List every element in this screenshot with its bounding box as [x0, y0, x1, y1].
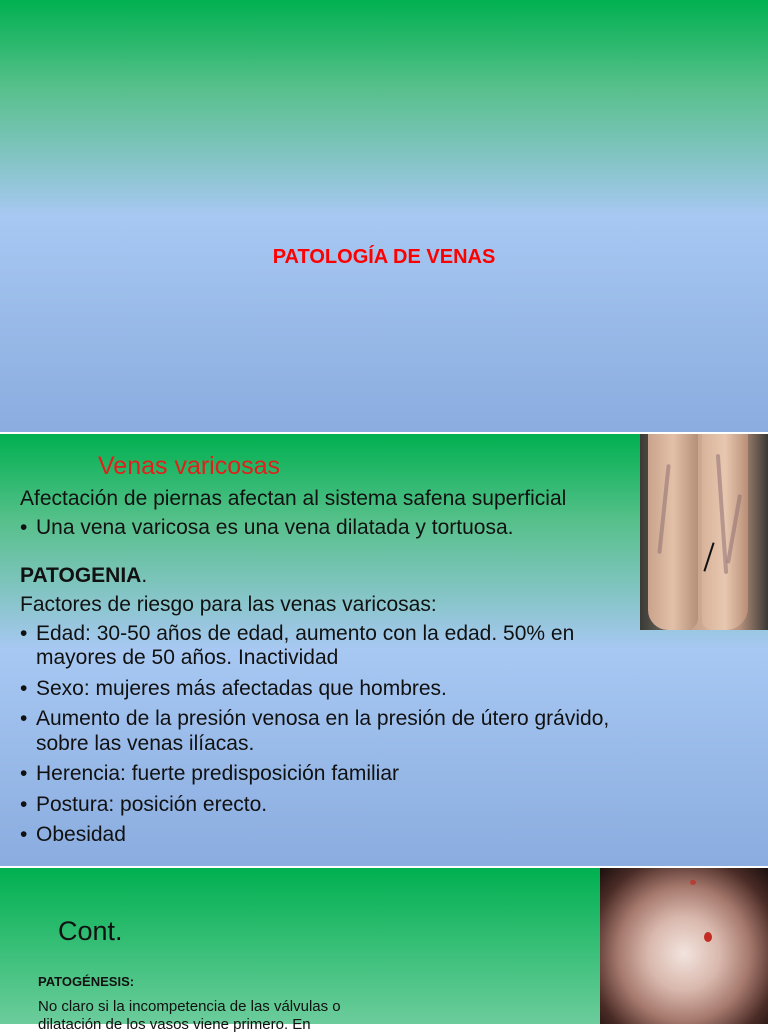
bullet-icon: •: [20, 515, 28, 539]
list-item: • Obesidad: [20, 823, 126, 847]
risk-heading: Factores de riesgo para las venas varicosas:: [20, 592, 437, 616]
intro-text: Afectación de piernas afectan al sistema safena superficial: [20, 487, 567, 511]
slide-3-subtitle: PATOGÉNESIS:: [38, 974, 135, 989]
section-heading: PATOGENIA.: [20, 564, 148, 588]
slide-2-content: [20, 452, 640, 854]
slide-1: [0, 0, 768, 432]
list-item: • Edad: 30-50 años de edad, aumento con la edad. 50% en mayores de 50 años. Inactividad: [20, 621, 575, 670]
varicose-leg-photo: [640, 434, 768, 630]
bullet-icon: •: [20, 621, 28, 645]
bullet-icon: •: [20, 707, 28, 731]
bullet-icon: •: [20, 676, 28, 700]
bullet-icon: •: [20, 762, 28, 786]
list-item: • Sexo: mujeres más afectadas que hombres.: [20, 676, 447, 700]
slide-2: [0, 434, 768, 866]
slide-3-title: Cont.: [58, 916, 123, 946]
bullet-icon: •: [20, 823, 28, 847]
endoscopy-photo: [600, 868, 768, 1024]
slide-title: PATOLOGÍA DE VENAS: [272, 246, 496, 268]
slide-2-title: Venas varicosas: [98, 452, 281, 480]
bullet-icon: •: [20, 792, 28, 816]
list-item: • Herencia: fuerte predisposición familiar: [20, 762, 399, 786]
slide-3: [0, 868, 768, 1033]
slide-3-text: No claro si la incompetencia de las válvulas o dilatación de los vasos viene primero. En: [38, 998, 341, 1033]
list-item: • Una vena varicosa es una vena dilatada y tortuosa.: [20, 515, 514, 539]
list-item: • Postura: posición erecto.: [20, 792, 268, 816]
list-item: • Aumento de la presión venosa en la presión de útero grávido, sobre las venas ilíacas.: [20, 707, 610, 755]
